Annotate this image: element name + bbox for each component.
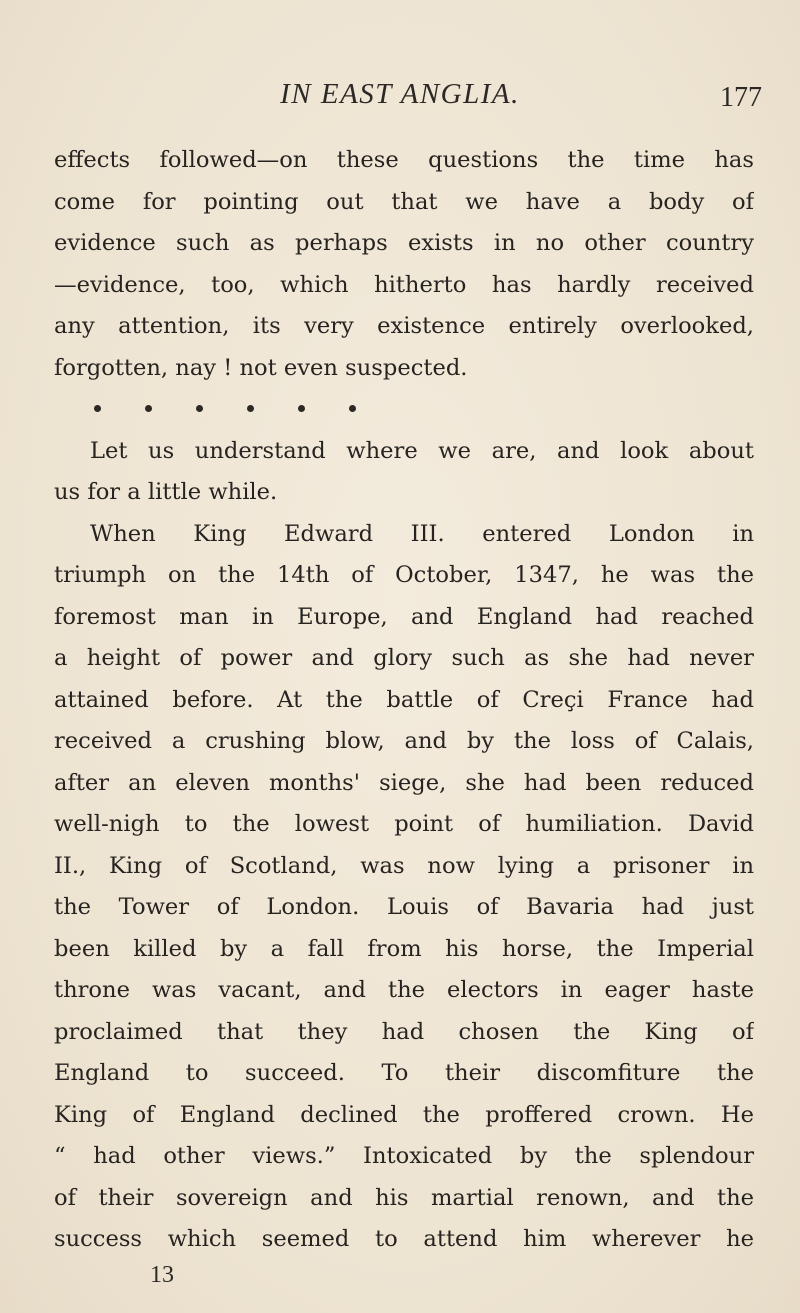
- text-line: Let us understand where we are, and look about: [90, 437, 754, 464]
- separator-dot: [145, 405, 152, 412]
- text-line: us for a little while.: [54, 479, 278, 505]
- text-line: When King Edward III. entered London in: [90, 520, 754, 547]
- text-line: II., King of Scotland, was now lying a prisoner in: [54, 852, 754, 879]
- text-line: triumph on the 14th of October, 1347, he was the: [54, 562, 754, 588]
- text-line: England to succeed. To their discomfiture the: [54, 1060, 754, 1086]
- text-line: “ had other views.” Intoxicated by the splendour: [54, 1143, 754, 1169]
- text-line: after an eleven months' siege, she had been reduced: [54, 769, 754, 796]
- text-line: King of England declined the proffered crown. He: [54, 1101, 754, 1128]
- text-line: a height of power and glory such as she had never: [54, 645, 754, 671]
- text-line: any attention, its very existence entirely overlooked,: [54, 313, 754, 339]
- text-line: well-nigh to the lowest point of humiliation. David: [54, 811, 754, 837]
- ellipsis-separator: [54, 389, 754, 431]
- running-head: IN EAST ANGLIA.: [280, 78, 520, 110]
- text-line: throne was vacant, and the electors in eager haste: [54, 977, 754, 1003]
- text-line: evidence such as perhaps exists in no other country: [54, 230, 754, 256]
- text-line: come for pointing out that we have a body of: [54, 188, 754, 215]
- text-line: —evidence, too, which hitherto has hardly received: [54, 271, 754, 298]
- separator-dot: [247, 405, 254, 412]
- separator-dot: [196, 405, 203, 412]
- body-text: [54, 140, 754, 1261]
- separator-dot: [298, 405, 305, 412]
- text-line: foremost man in Europe, and England had reached: [54, 603, 754, 630]
- text-line: of their sovereign and his martial renown, and the: [54, 1184, 754, 1211]
- signature-mark: 13: [150, 1262, 174, 1288]
- text-line: attained before. At the battle of Creçi France had: [54, 686, 754, 713]
- text-line: been killed by a fall from his horse, the Imperial: [54, 935, 754, 962]
- text-line: forgotten, nay ! not even suspected.: [54, 354, 468, 381]
- text-line: received a crushing blow, and by the loss of Calais,: [54, 728, 754, 754]
- text-line: the Tower of London. Louis of Bavaria had just: [54, 894, 754, 920]
- text-line: effects followed—on these questions the time has: [54, 147, 754, 173]
- text-line: success which seemed to attend him wherever he: [54, 1226, 754, 1252]
- page-number: 177: [720, 82, 762, 113]
- text-line: proclaimed that they had chosen the King of: [54, 1018, 754, 1045]
- separator-dot: [349, 405, 356, 412]
- separator-dot: [94, 405, 101, 412]
